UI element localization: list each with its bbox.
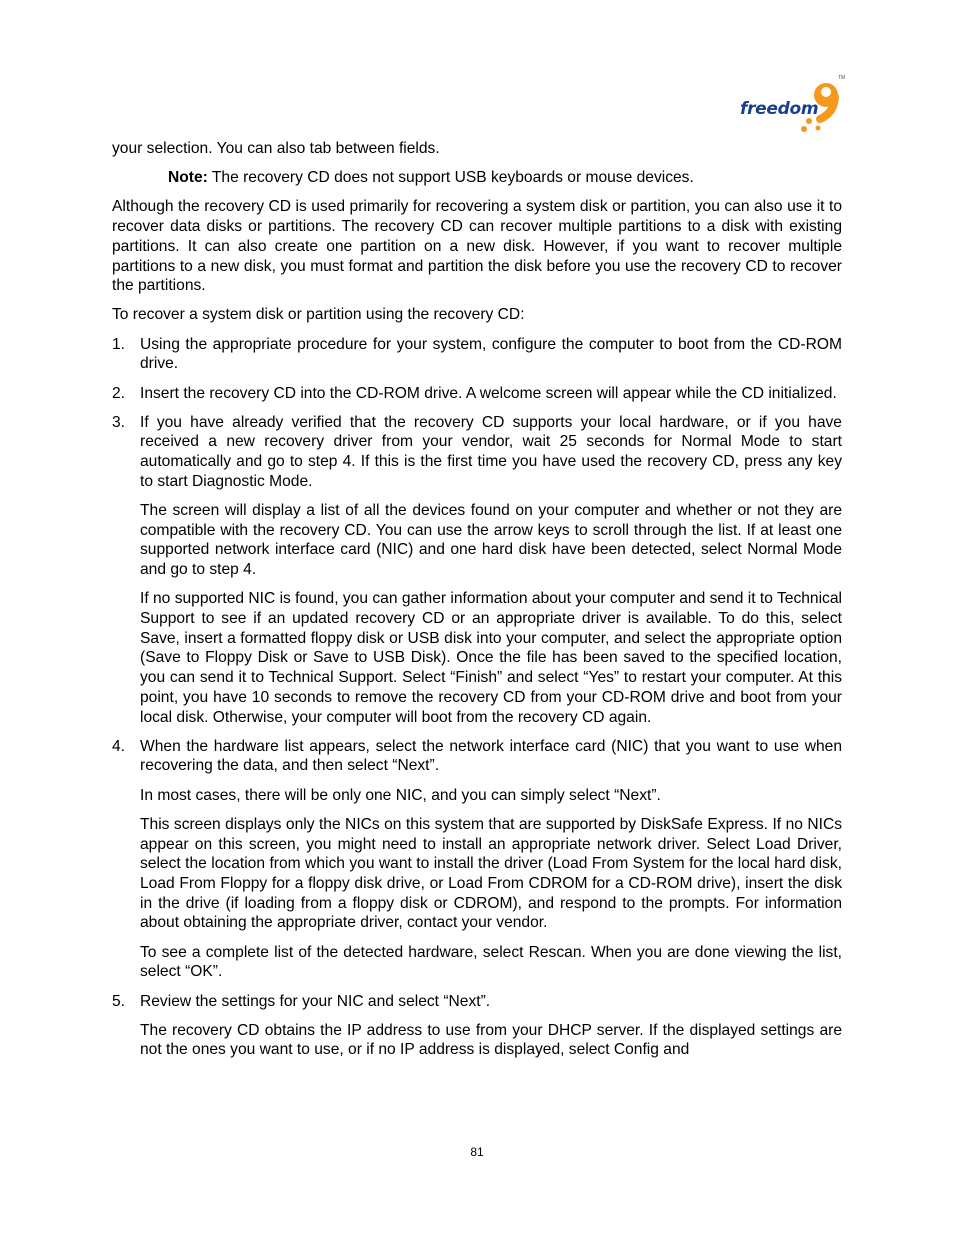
list-number: 2.: [112, 384, 126, 402]
list-text: Insert the recovery CD into the CD-ROM drive. A welcome screen will appear while the CD initialized.: [140, 384, 837, 402]
list-text: When the hardware list appears, select the network interface card (NIC) that you want to use when recovering the data, and then select “Next”.: [140, 737, 842, 775]
sub-paragraph: The recovery CD obtains the IP address to use from your DHCP server. If the displayed settings are not the ones you want to use, or if no IP address is displayed, select Config and: [140, 1021, 842, 1059]
document-body: [112, 139, 842, 1070]
sub-paragraph: In most cases, there will be only one NIC, and you can simply select “Next”.: [140, 786, 661, 804]
list-item: [112, 413, 842, 492]
list-text: If you have already verified that the recovery CD supports your local hardware, or if you have received a new recovery driver from your vendor, wait 25 seconds for Normal Mode to start automatically and go to step 4. If this is the first time you have used the recovery CD, press any key to start Diagnostic Mode.: [140, 413, 842, 490]
sub-paragraph: The screen will display a list of all the devices found on your computer and whether or not they are compatible with the recovery CD. You can use the arrow keys to scroll through the list. If at least one supported network interface card (NIC) and one hard disk have been detected, select Normal Mode and go to step 4.: [140, 502, 842, 579]
list-number: 5.: [112, 992, 126, 1010]
sub-paragraph: To see a complete list of the detected hardware, select Rescan. When you are done viewing the list, select “OK”.: [140, 943, 842, 981]
list-item: [112, 992, 842, 1012]
sub-paragraph: This screen displays only the NICs on this system that are supported by DiskSafe Express. If no NICs appear on this screen, you might need to install an appropriate network driver. Select Load Driver, select the location from which you want to install the driver (Load From System for the local hard disk, Load From Floppy for a floppy disk drive, or Load From CDROM for a CD-ROM drive), insert the disk in the drive (if loading from a floppy disk or CDROM), and respond to the prompts. For information about obtaining the appropriate driver, contact your vendor.: [140, 815, 842, 932]
list-text: Review the settings for your NIC and select “Next”.: [140, 992, 491, 1010]
freedom9-logo: [738, 73, 848, 135]
sub-paragraph: If no supported NIC is found, you can gather information about your computer and send it to Technical Support to see if an updated recovery CD or an appropriate driver is available. To do this, select Save, insert a formatted floppy disk or USB disk into your computer, and select the appropriate option (Save to Floppy Disk or Save to USB Disk). Once the file has been saved to the specified location, you can send it to Technical Support. Select “Finish” and select “Yes” to restart your computer. At this point, you have 10 seconds to remove the recovery CD from your CD-ROM drive and boot from your local disk. Otherwise, your computer will boot from the recovery CD again.: [140, 590, 842, 726]
page-number: 81: [470, 1145, 484, 1159]
list-item: [112, 737, 842, 776]
paragraph: your selection. You can also tab between fields.: [112, 140, 440, 157]
note-text: The recovery CD does not support USB keyboards or mouse devices.: [207, 169, 694, 187]
paragraph: To recover a system disk or partition using the recovery CD:: [112, 306, 525, 324]
note-paragraph: [168, 168, 842, 188]
list-text: Using the appropriate procedure for your system, configure the computer to boot from the CD-ROM drive.: [140, 335, 842, 373]
logo-tm: TM: [838, 75, 846, 81]
list-number: 4.: [112, 737, 126, 755]
list-number: 3.: [112, 413, 126, 431]
paragraph: Although the recovery CD is used primarily for recovering a system disk or partition, you can also use it to recover data disks or partitions. The recovery CD can recover multiple partitions to a disk with existing partitions. It can also create one partition on a new disk. However, if you want to recover multiple partitions to a new disk, you must format and partition the disk before you use the recovery CD to recover the partitions.: [112, 198, 842, 295]
list-item: [112, 335, 842, 374]
list-number: 1.: [112, 335, 126, 353]
list-item: [112, 384, 842, 404]
logo-wordmark: freedom: [740, 99, 819, 119]
note-label: Note:: [168, 169, 208, 187]
